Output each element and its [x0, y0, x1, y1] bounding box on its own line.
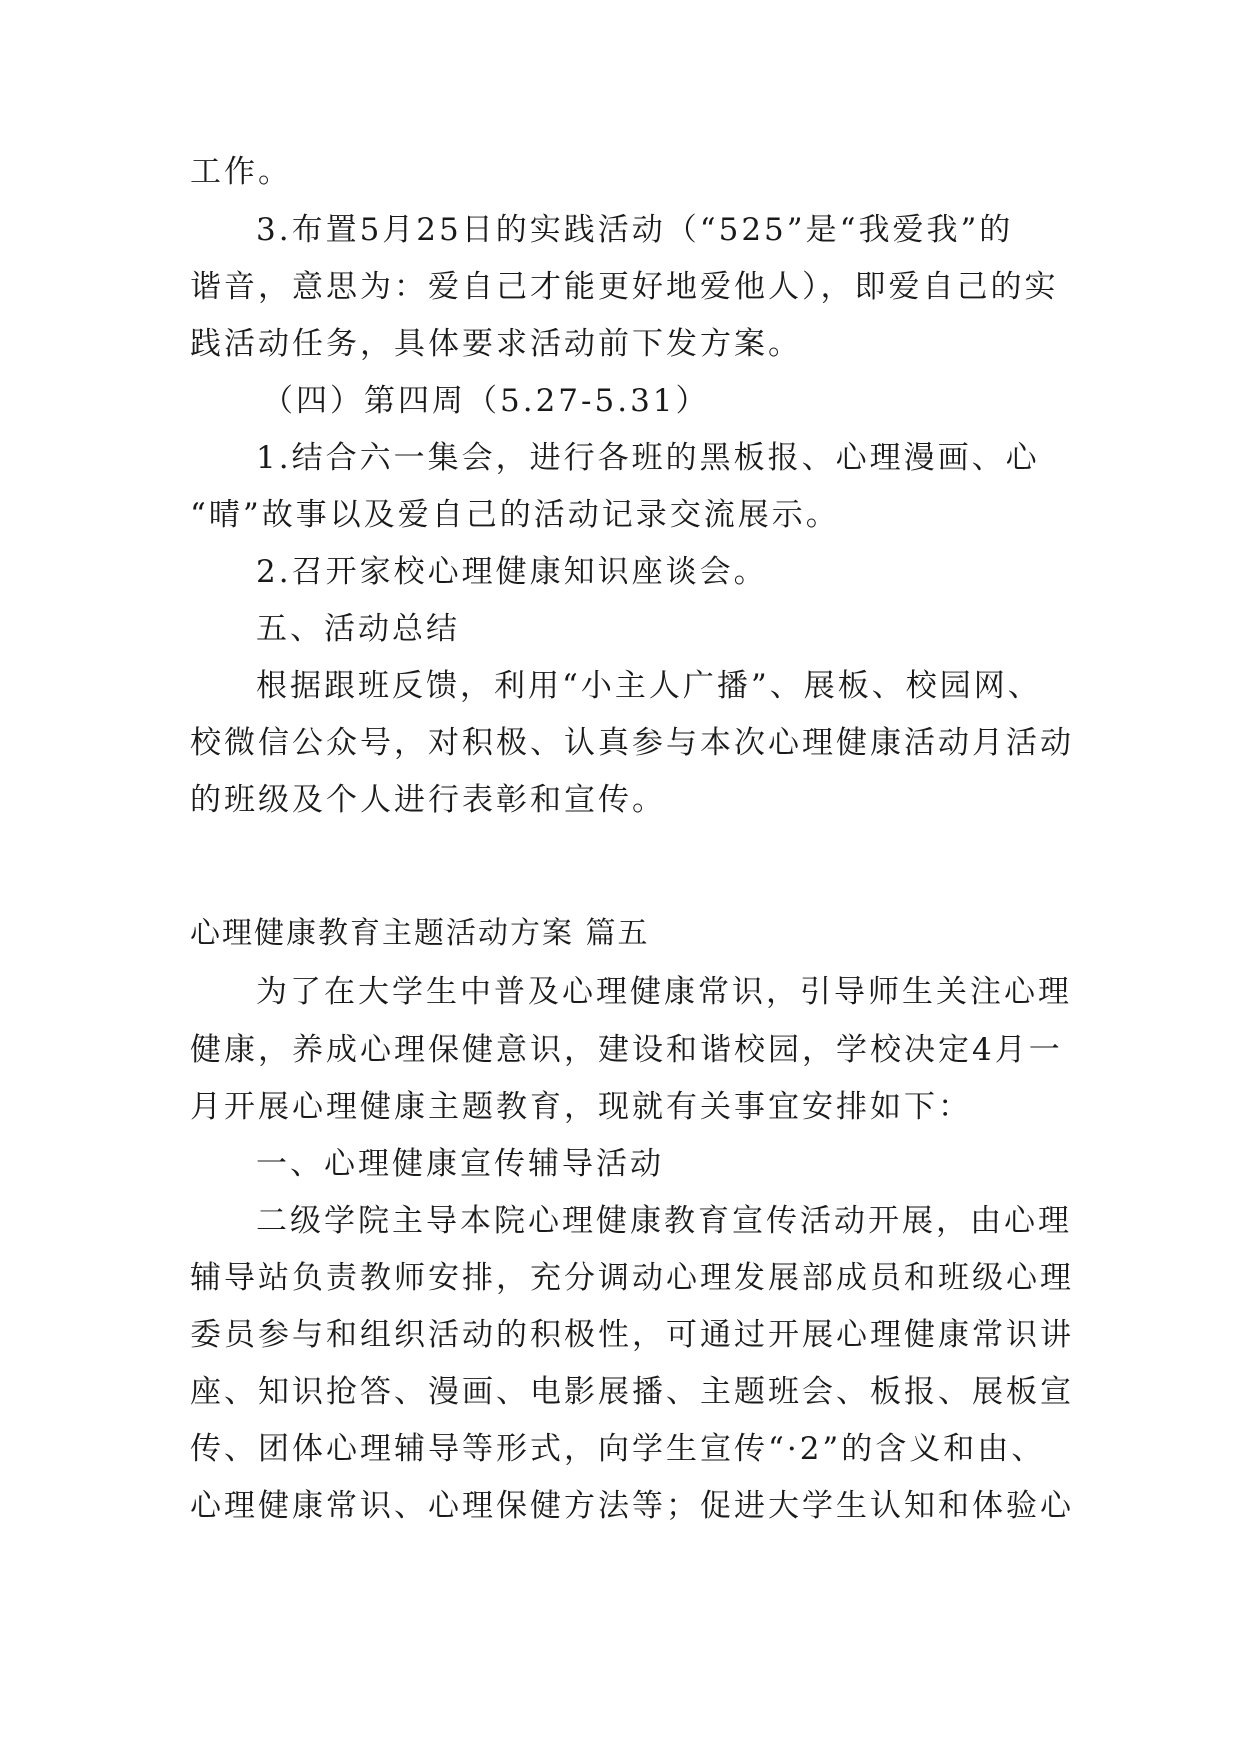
text-line: 辅导站负责教师安排，充分调动心理发展部成员和班级心理: [190, 1260, 1074, 1296]
article-title: 心理健康教育主题活动方案 篇五: [190, 916, 650, 951]
text-line: 为了在大学生中普及心理健康常识，引导师生关注心理: [256, 974, 1072, 1010]
text-line: 月开展心理健康主题教育，现就有关事宜安排如下：: [190, 1089, 972, 1125]
text-line: 传、团体心理辅导等形式，向学生宣传“·2”的含义和由、: [190, 1431, 1046, 1467]
text-line: 2.召开家校心理健康知识座谈会。: [256, 554, 768, 590]
text-line: 校微信公众号，对积极、认真参与本次心理健康活动月活动: [190, 725, 1074, 761]
section-heading: （四）第四周（5.27-5.31）: [262, 383, 710, 419]
text-line: 3.布置5月25日的实践活动（“525”是“我爱我”的: [256, 212, 1014, 248]
text-line: 谐音，意思为：爱自己才能更好地爱他人），即爱自己的实: [190, 269, 1059, 305]
text-line: 根据跟班反馈，利用“小主人广播”、展板、校园网、: [256, 668, 1042, 704]
section-heading: 一、心理健康宣传辅导活动: [256, 1146, 664, 1182]
text-line: 座、知识抢答、漫画、电影展播、主题班会、板报、展板宣: [190, 1374, 1074, 1410]
text-line: 践活动任务，具体要求活动前下发方案。: [190, 326, 802, 362]
text-line: 的班级及个人进行表彰和宣传。: [190, 782, 666, 818]
text-line: “晴”故事以及爱自己的活动记录交流展示。: [190, 497, 840, 533]
text-line: 健康，养成心理保健意识，建设和谐校园，学校决定4月一: [190, 1032, 1063, 1068]
text-line: 委员参与和组织活动的积极性，可通过开展心理健康常识讲: [190, 1317, 1074, 1353]
section-heading: 五、活动总结: [256, 611, 460, 647]
text-line: 1.结合六一集会，进行各班的黑板报、心理漫画、心: [256, 440, 1040, 476]
text-line: 二级学院主导本院心理健康教育宣传活动开展，由心理: [256, 1203, 1072, 1239]
text-line: 心理健康常识、心理保健方法等；促进大学生认知和体验心: [190, 1488, 1074, 1524]
text-line: 工作。: [190, 154, 292, 190]
